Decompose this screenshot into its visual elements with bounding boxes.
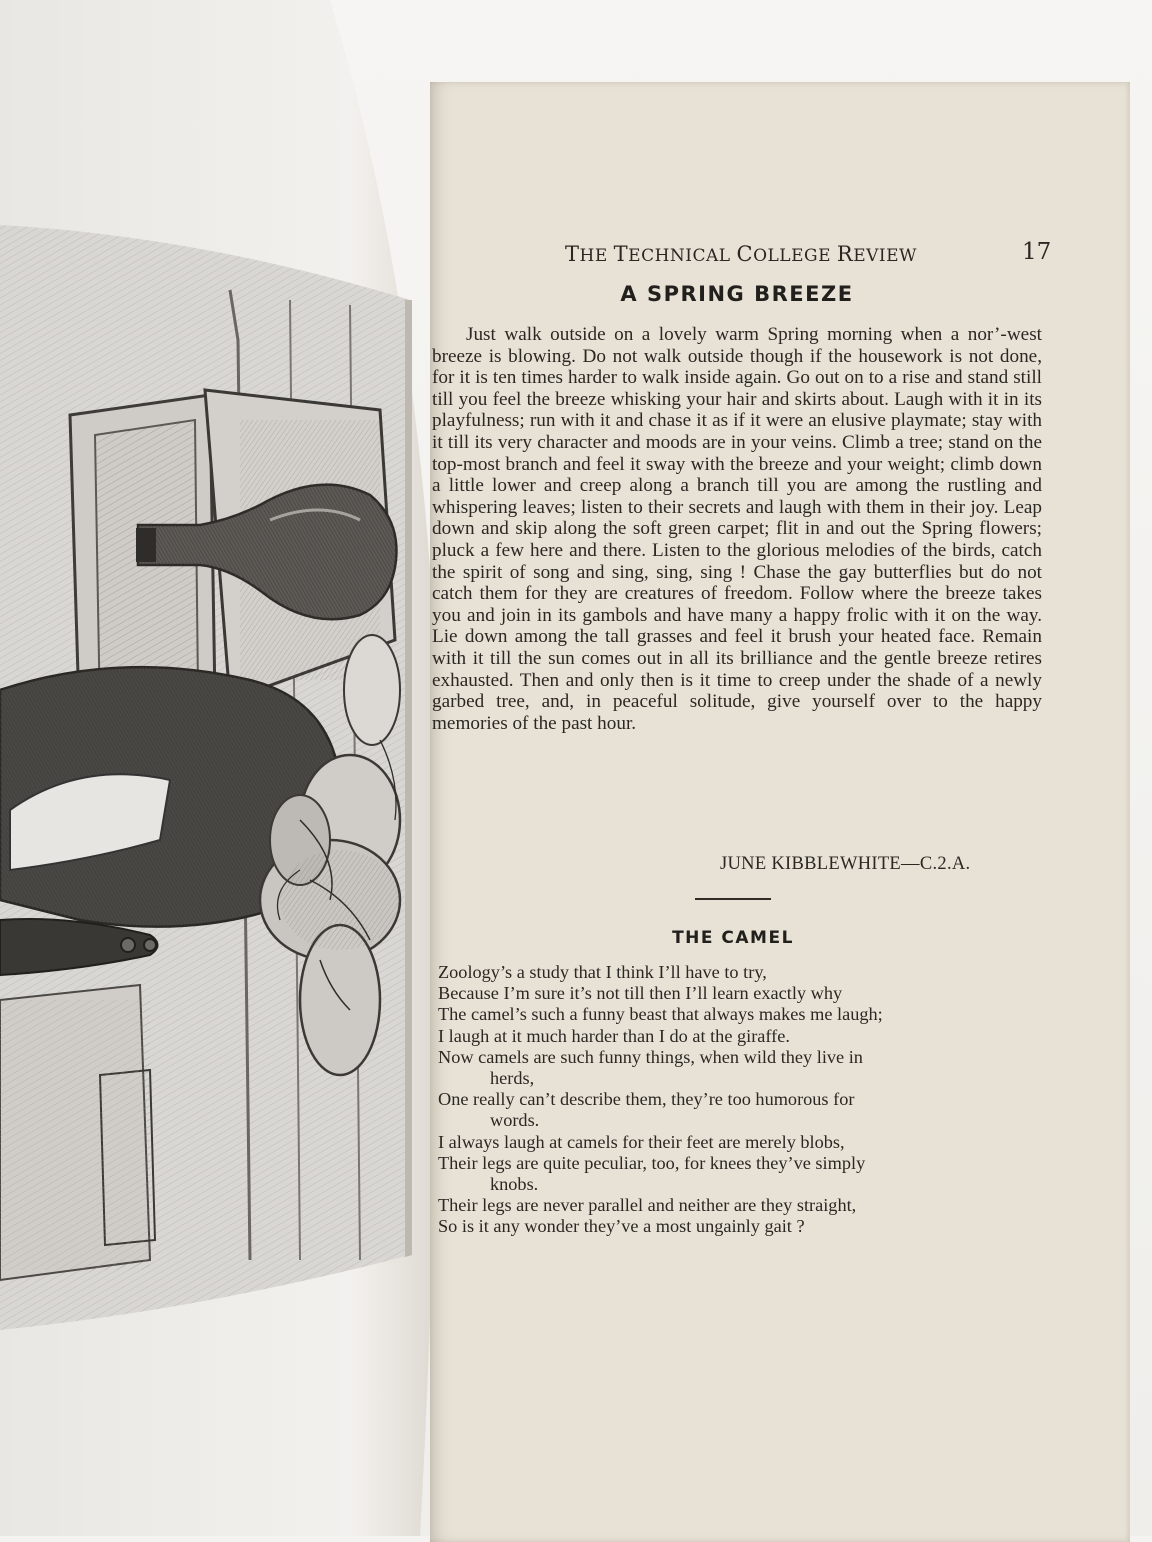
poem-line: I always laugh at camels for their feet are merely blobs, bbox=[438, 1131, 845, 1152]
poem-line: Their legs are quite peculiar, too, for knees they’ve simply bbox=[438, 1152, 866, 1173]
still-life-illustration bbox=[0, 0, 440, 1536]
running-head-college-initial: C bbox=[736, 242, 754, 266]
poem-line: I laugh at it much harder than I do at the giraffe. bbox=[438, 1025, 790, 1046]
poem-line: Because I’m sure it’s not till then I’ll learn exactly why bbox=[438, 983, 843, 1004]
poem-line-continuation: herds, bbox=[490, 1068, 535, 1089]
poem-title: THE CAMEL bbox=[672, 928, 794, 948]
section-divider bbox=[695, 898, 771, 900]
running-head-technical-rest: ECHNICAL bbox=[628, 246, 737, 266]
poem-line: One really can’t describe them, they’re too humorous for bbox=[438, 1089, 855, 1110]
poem-line: Their legs are never parallel and neither are they straight, bbox=[438, 1195, 857, 1216]
article-title: A SPRING BREEZE bbox=[620, 282, 854, 306]
article-author: JUNE KIBBLEWHITE—C.2.A. bbox=[720, 854, 971, 874]
poem bbox=[438, 962, 1038, 1238]
running-head-technical-initial: T bbox=[613, 242, 629, 266]
running-head-review-initial: R bbox=[836, 242, 854, 266]
running-head-the-rest: HE bbox=[579, 246, 614, 266]
poem-line: So is it any wonder they’ve a most ungainly gait ? bbox=[438, 1216, 805, 1237]
running-head-the-initial: T bbox=[565, 242, 580, 266]
right-page bbox=[430, 82, 1130, 1542]
running-head-review-rest: EVIEW bbox=[853, 246, 917, 266]
page-number: 17 bbox=[1022, 239, 1052, 265]
poem-line: Now camels are such funny things, when wild they live in bbox=[438, 1046, 863, 1067]
poem-line: The camel’s such a funny beast that always makes me laugh; bbox=[438, 1004, 883, 1025]
poem-line: Zoology’s a study that I think I’ll have to try, bbox=[438, 962, 767, 982]
running-head bbox=[565, 242, 1045, 266]
left-page bbox=[0, 0, 440, 1536]
poem-line-continuation: words. bbox=[490, 1110, 540, 1131]
running-head-college-rest: OLLEGE bbox=[753, 246, 837, 266]
article-body: Just walk outside on a lovely warm Spring morning when a nor’-west breeze is blowing. Do not walk outside though if the housework is not done, for it is ten times harder to walk inside again. Go out on to a rise and stand still till you feel the breeze whisking your hair and skirts about. Laugh with it in its playfulness; run with it and chase it as if it were an elusive playmate; stay with it till its very character and moods are in your veins. Climb a tree; stand on the top-most branch and feel it sway with the breeze and your weight; climb down a little lower and creep along a branch till you are among the rustling and whispering leaves; listen to their secrets and laugh with them in their joy. Leap down and skip along the soft green carpet; flit in and out the Spring flowers; pluck a few here and there. Listen to the glorious melodies of the birds, catch the spirit of song and sing, sing, sing ! Chase the gay butterflies but do not catch them for they are creatures of freedom. Follow where the breeze takes you and join in its gambols and have many a happy frolic with it on the way. Lie down among the tall grasses and feel it brush your heated face. Remain with it till the sun comes out in all its brilliance and the gentle breeze retires exhausted. Then and only then is it time to creep under the shade of a newly garbed tree, and, in peaceful solitude, give yourself over to the happy memories of the past hour. bbox=[432, 324, 1042, 734]
poem-line-continuation: knobs. bbox=[490, 1174, 539, 1195]
